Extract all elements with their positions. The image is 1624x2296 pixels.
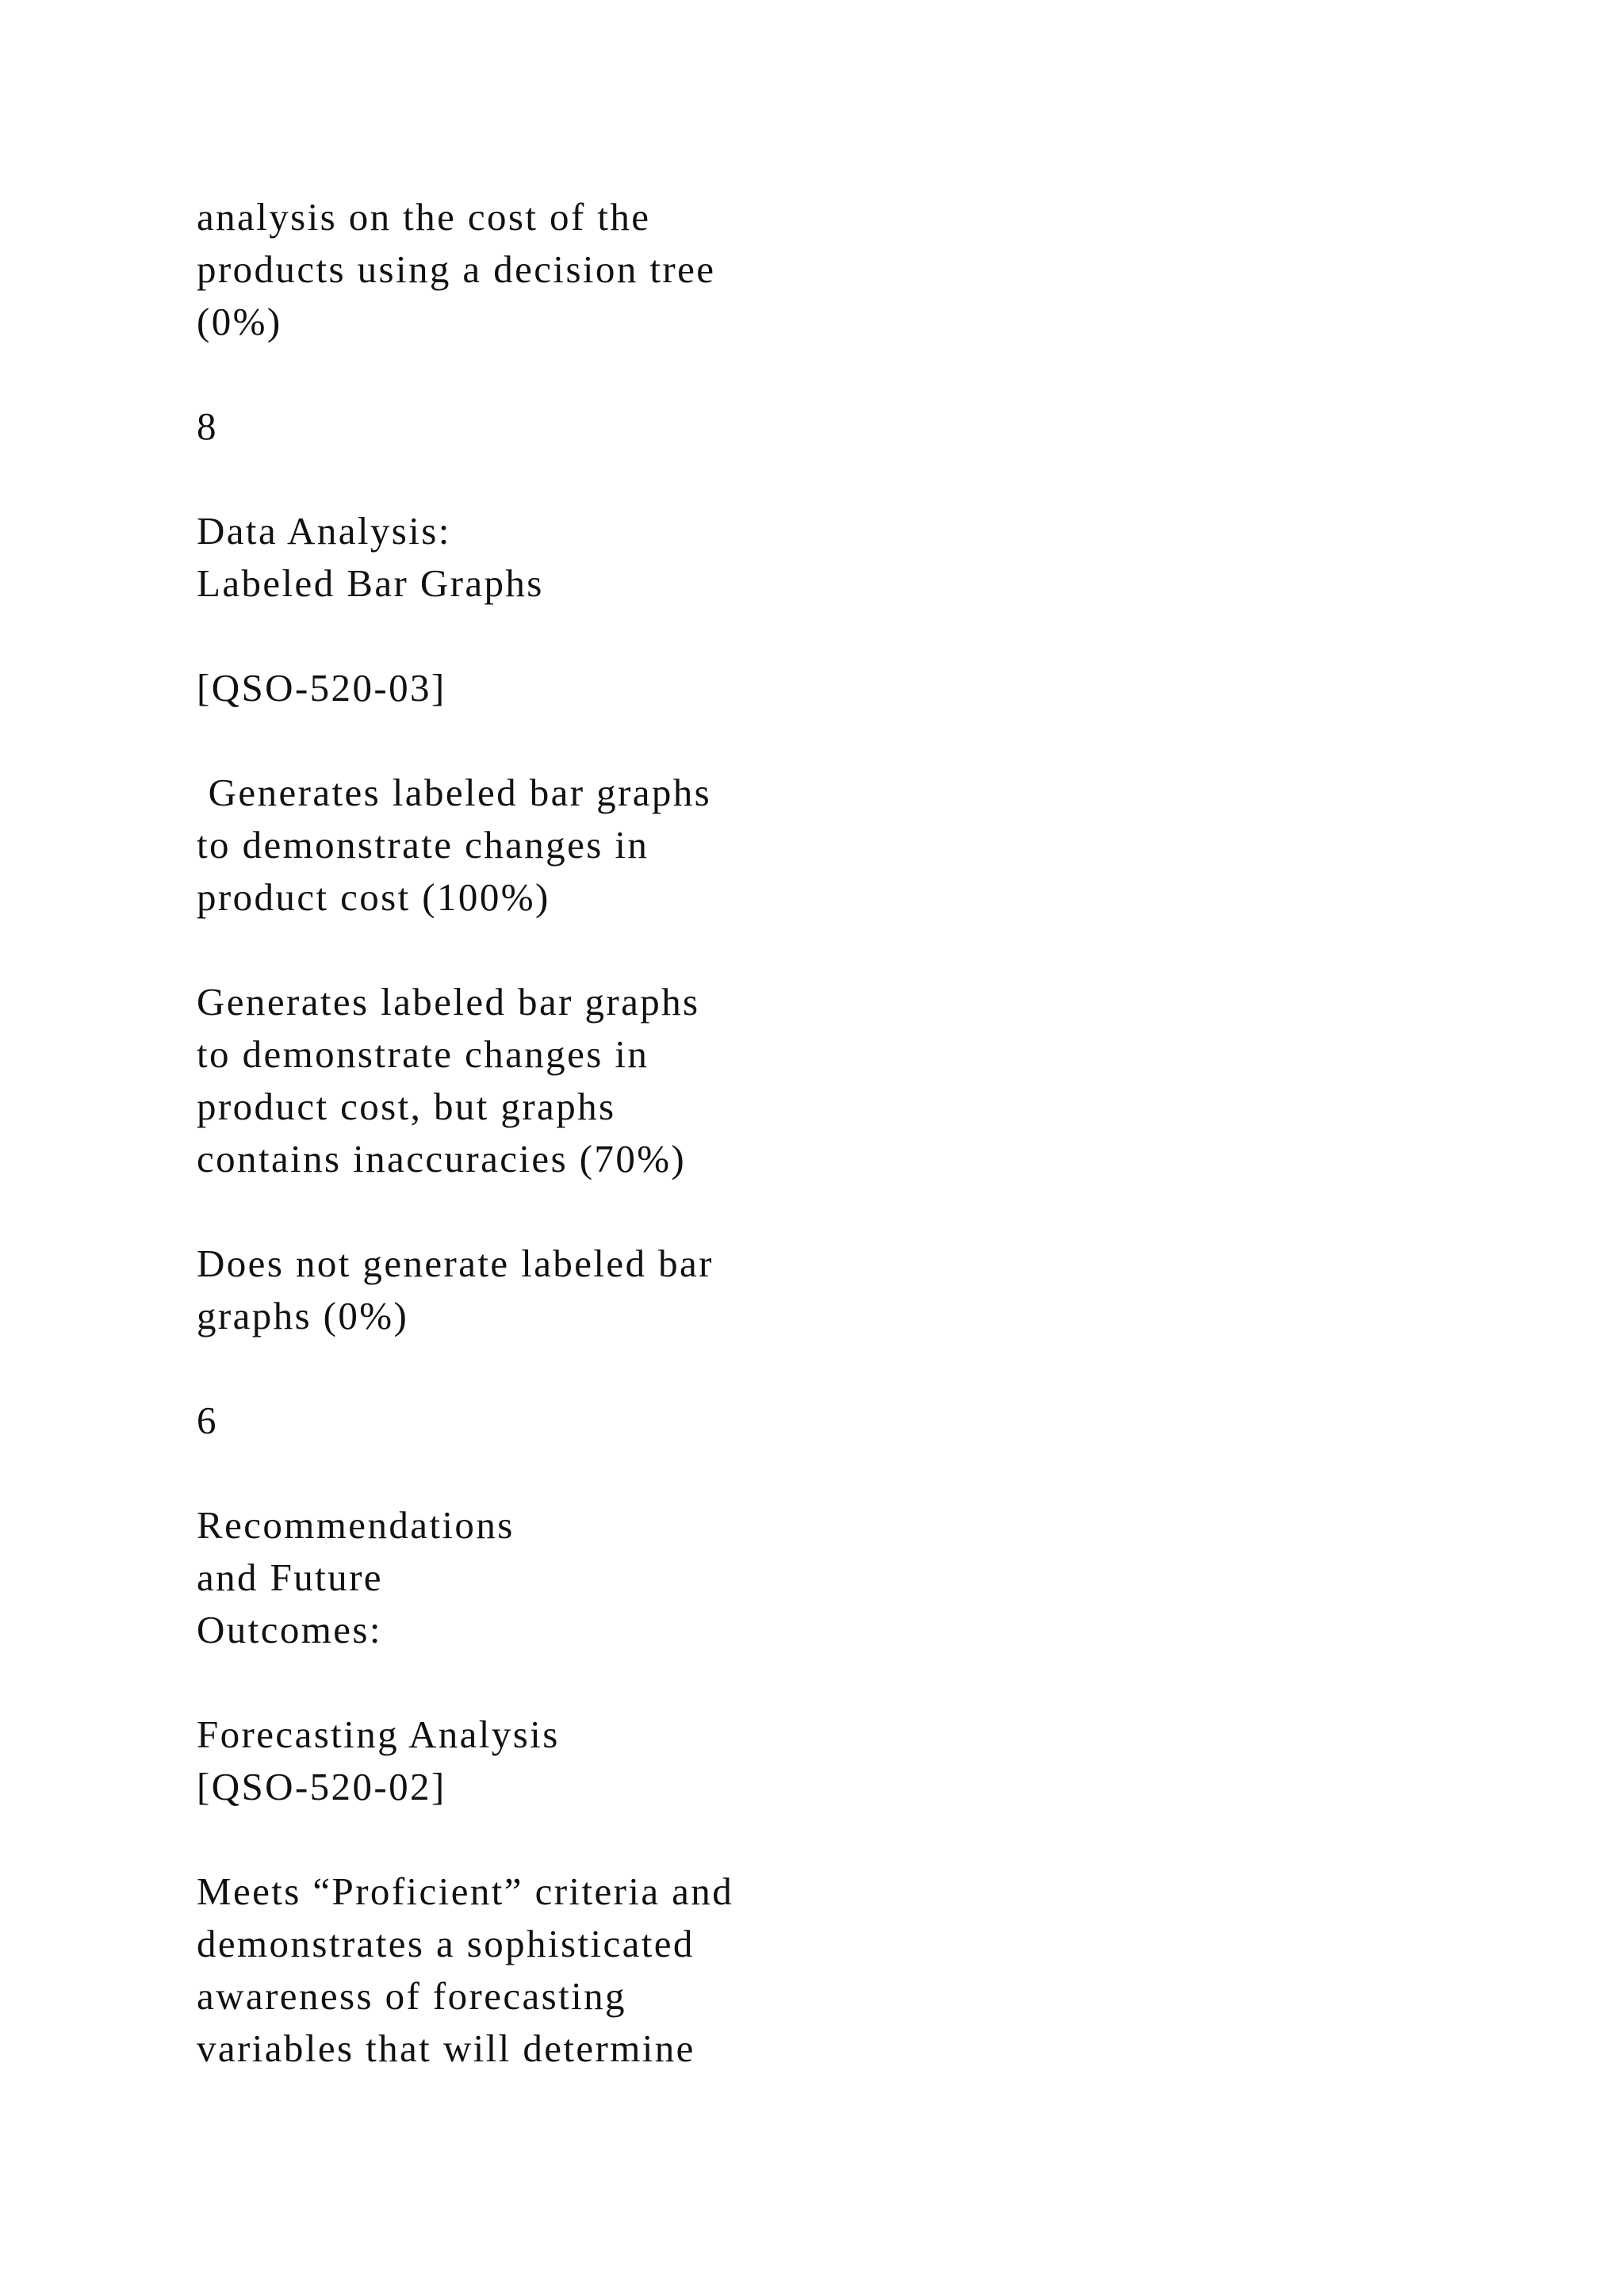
- text-line: variables that will determine: [197, 2026, 695, 2070]
- outcome-code: [197, 662, 1148, 714]
- text-line: to demonstrate changes in: [197, 1032, 649, 1076]
- text-line: Recommendations: [197, 1503, 515, 1547]
- text-line: to demonstrate changes in: [197, 823, 649, 867]
- text-line: demonstrates a sophisticated: [197, 1922, 695, 1965]
- text-line: Generates labeled bar graphs: [197, 980, 700, 1024]
- text-line: products using a decision tree: [197, 247, 716, 291]
- text-line: Data Analysis:: [197, 509, 451, 553]
- text-line: Does not generate labeled bar: [197, 1242, 714, 1285]
- text-line: (0%): [197, 300, 282, 343]
- text-line: contains inaccuracies (70%): [197, 1137, 687, 1181]
- document-body: [197, 191, 1148, 2127]
- points-value: [197, 400, 1148, 453]
- text-line: [QSO-520-03]: [197, 666, 446, 710]
- text-line: graphs (0%): [197, 1294, 409, 1337]
- text-line: Labeled Bar Graphs: [197, 561, 544, 605]
- paragraph-bar-graphs-exemplary: [197, 767, 1148, 924]
- text-line: Meets “Proficient” criteria and: [197, 1869, 734, 1913]
- criterion-heading-recommendations: [197, 1499, 1148, 1656]
- text-line: and Future: [197, 1556, 383, 1599]
- text-line: Outcomes:: [197, 1608, 382, 1651]
- text-line: 6: [197, 1399, 218, 1442]
- criterion-heading-data-analysis: [197, 505, 1148, 610]
- points-value: [197, 1395, 1148, 1447]
- text-line: product cost, but graphs: [197, 1085, 616, 1128]
- text-line: Forecasting Analysis: [197, 1712, 560, 1756]
- paragraph-bar-graphs-not-evident: [197, 1238, 1148, 1342]
- paragraph-decision-tree-criterion: [197, 191, 1148, 348]
- text-line: product cost (100%): [197, 875, 550, 919]
- text-line: awareness of forecasting: [197, 1974, 626, 2018]
- text-line: Generates labeled bar graphs: [197, 771, 712, 814]
- text-line: analysis on the cost of the: [197, 195, 651, 239]
- text-line: [QSO-520-02]: [197, 1765, 446, 1808]
- paragraph-forecasting-exemplary: [197, 1866, 1148, 2075]
- text-line: 8: [197, 404, 218, 448]
- paragraph-bar-graphs-partial: [197, 976, 1148, 1185]
- criterion-subheading-forecasting: [197, 1709, 1148, 1813]
